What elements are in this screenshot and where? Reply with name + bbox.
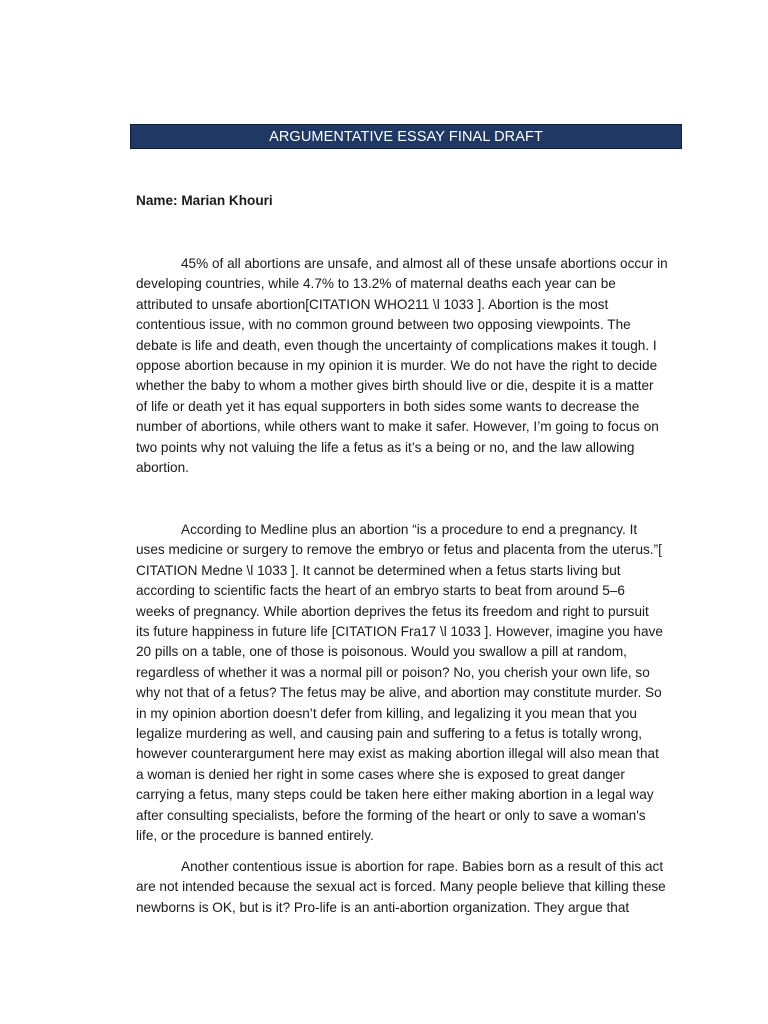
paragraph-line: attributed to unsafe abortion[CITATION WHO211 \l 1033 ]. Abortion is the most [136, 296, 609, 312]
paragraph-line: Another contentious issue is abortion for rape. Babies born as a result of this act [181, 859, 664, 874]
paragraph-line: uses medicine or surgery to remove the embryo or fetus and placenta from the uterus.”[ [136, 542, 662, 558]
paragraph-line: legalize murdering as well, and causing pain and suffering to a fetus is totally wrong, [136, 726, 643, 742]
paragraph-line: are not intended because the sexual act is forced. Many people believe that killing these [136, 879, 666, 895]
paragraph-line: abortion. [136, 460, 189, 476]
paragraph-line: developing countries, while 4.7% to 13.2% of maternal deaths each year can be [136, 276, 616, 292]
title-banner [130, 124, 682, 149]
paragraph-line: According to Medline plus an abortion “is a procedure to end a pregnancy. It [181, 522, 638, 537]
paragraph-line: according to scientific facts the heart of an embryo starts to beat from around 5–6 [136, 583, 625, 599]
paragraph-line: regardless of whether it was a normal pill or poison? No, you cherish your own life, so [136, 664, 650, 680]
paragraph-line: of life or death yet it has equal supporters in both sides some wants to decrease the [136, 398, 640, 414]
paragraph-line: 45% of all abortions are unsafe, and almost all of these unsafe abortions occur in [181, 256, 668, 271]
paragraph-line: two points why not valuing the life a fetus as it’s a being or no, and the law allowing [136, 439, 635, 455]
paragraph-line: whether the baby to whom a mother gives birth should live or die, despite it is a matter [136, 378, 654, 394]
paragraph-3 [136, 857, 682, 918]
paragraph-line: why not that of a fetus? The fetus may be alive, and abortion may constitute murder. So [136, 685, 662, 701]
paragraph-line: 20 pills on a table, one of those is poisonous. Would you swallow a pill at random, [136, 644, 627, 660]
paragraph-1 [136, 254, 682, 478]
paragraph-line: oppose abortion because in my opinion it is murder. We do not have the right to decide [136, 358, 658, 374]
paragraph-line: in my opinion abortion doesn’t defer from killing, and legalizing it you mean that you [136, 705, 637, 721]
paragraph-line: its future happiness in future life [CITATION Fra17 \l 1033 ]. However, imagine you have [136, 624, 663, 640]
paragraph-line: CITATION Medne \l 1033 ]. It cannot be determined when a fetus starts living but [136, 562, 621, 578]
document-title: ARGUMENTATIVE ESSAY FINAL DRAFT [269, 128, 543, 145]
paragraph-line: number of abortions, while others want to make it safer. However, I’m going to focus on [136, 419, 659, 435]
paragraph-line: a woman is denied her right in some cases where she is exposed to great danger [136, 766, 625, 782]
paragraph-line: weeks of pregnancy. While abortion deprives the fetus its freedom and right to pursuit [136, 603, 649, 619]
paragraph-line: carrying a fetus, many steps could be taken here either making abortion in a legal way [136, 787, 654, 803]
paragraph-line: contentious issue, with no common ground between two opposing viewpoints. The [136, 317, 631, 333]
paragraph-line: newborns is OK, but is it? Pro-life is an anti-abortion organization. They argue that [136, 899, 630, 915]
paragraph-line: life, or the procedure is banned entirely. [136, 828, 374, 844]
paragraph-line: after consulting specialists, before the forming of the heart or only to save a woman's [136, 807, 646, 823]
author-name-line: Name: Marian Khouri [136, 193, 273, 208]
paragraph-line: debate is life and death, even though the uncertainty of complications makes it tough. I [136, 337, 657, 353]
paragraph-2 [136, 520, 682, 847]
paragraph-line: however counterargument here may exist as making abortion illegal will also mean that [136, 746, 659, 762]
